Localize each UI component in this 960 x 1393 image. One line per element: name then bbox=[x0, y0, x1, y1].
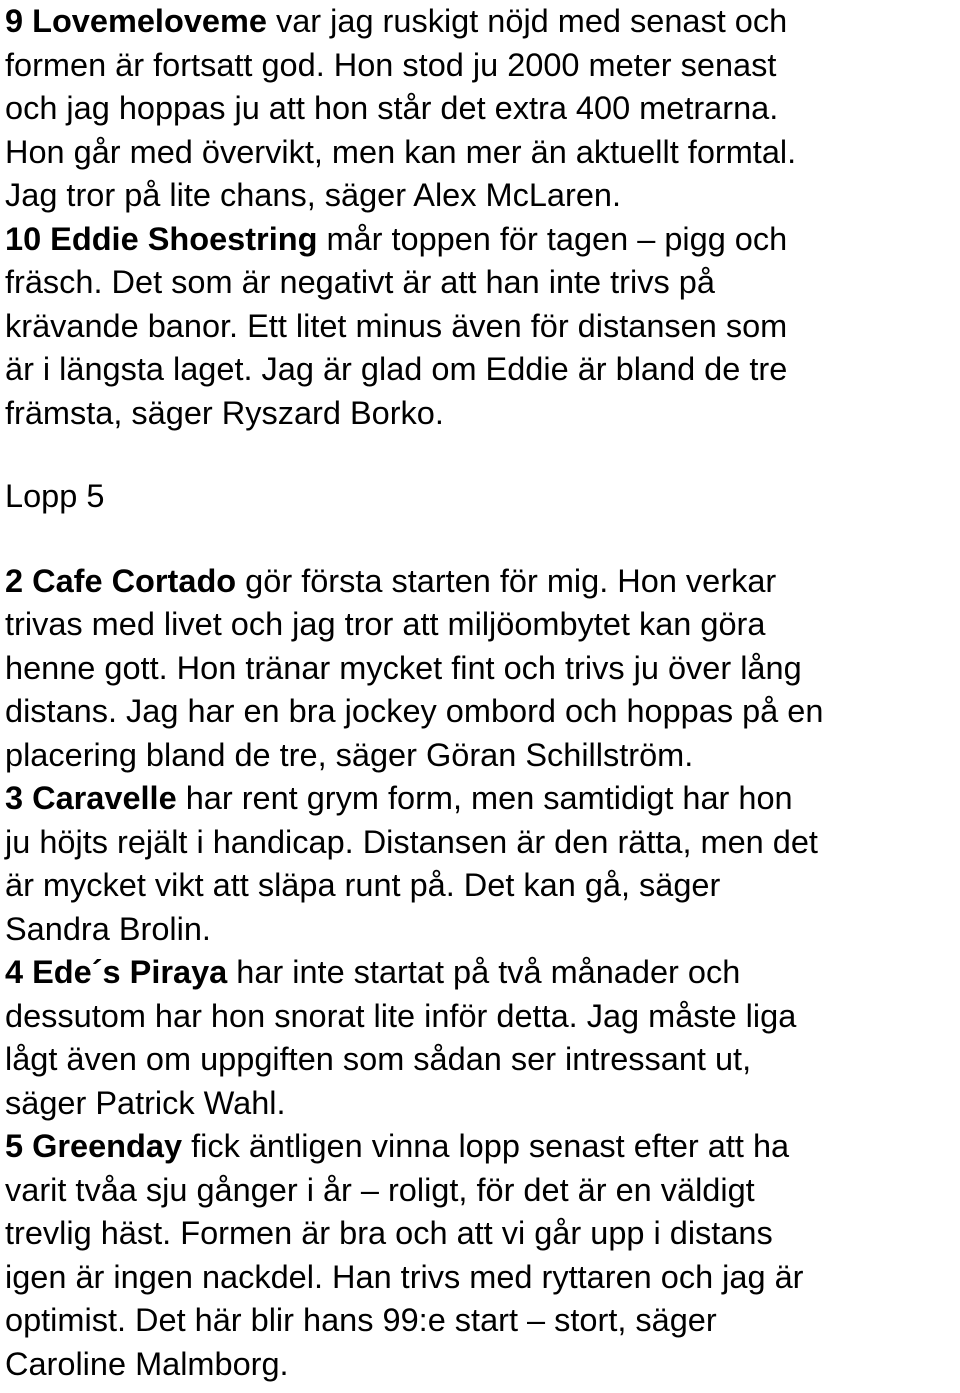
horse-name: 9 Lovemeloveme bbox=[5, 3, 267, 39]
text-line bbox=[5, 777, 960, 821]
text-line bbox=[5, 1256, 960, 1300]
text-line bbox=[5, 305, 960, 349]
text-line bbox=[5, 1038, 960, 1082]
text-line bbox=[5, 908, 960, 952]
line-text: dessutom har hon snorat lite inför detta. Jag måste liga bbox=[5, 997, 797, 1034]
line-text: fräsch. Det som är negativt är att han inte trivs på bbox=[5, 264, 715, 300]
horse-name: 2 Cafe Cortado bbox=[5, 562, 237, 599]
text-line bbox=[5, 1169, 960, 1213]
line-text: mår toppen för tagen – pigg och bbox=[317, 220, 788, 257]
line-text: ju höjts rejält i handicap. Distansen är den rätta, men det bbox=[5, 823, 818, 860]
line-text: gör första starten för mig. Hon verkar bbox=[236, 562, 777, 599]
line-text: optimist. Det här blir hans 99:e start – stort, säger bbox=[5, 1302, 717, 1338]
line-text: lågt även om uppgiften som sådan ser intressant ut, bbox=[5, 1041, 752, 1077]
text-line bbox=[5, 218, 960, 262]
horse-name: 4 Ede´s Piraya bbox=[5, 954, 228, 990]
horse-name: 3 Caravelle bbox=[5, 780, 177, 816]
line-text: främsta, säger Ryszard Borko. bbox=[5, 394, 444, 431]
line-text: har rent grym form, men samtidigt har hon bbox=[176, 780, 793, 816]
text-line bbox=[5, 1299, 960, 1343]
line-text: säger Patrick Wahl. bbox=[5, 1084, 286, 1121]
text-line bbox=[5, 392, 960, 436]
line-text: varit tvåa sju gånger i år – roligt, för det är en väldigt bbox=[5, 1171, 755, 1208]
line-text: är i längsta laget. Jag är glad om Eddie är bland de tre bbox=[5, 351, 788, 387]
text-line bbox=[5, 951, 960, 995]
text-line bbox=[5, 131, 960, 175]
line-text: henne gott. Hon tränar mycket fint och trivs ju över lång bbox=[5, 649, 802, 686]
line-text: trevlig häst. Formen är bra och att vi går upp i distans bbox=[5, 1215, 773, 1251]
section-heading: Lopp 5 bbox=[5, 478, 105, 514]
text-line bbox=[5, 995, 960, 1039]
text-line bbox=[5, 87, 960, 131]
horse-name: 5 Greenday bbox=[5, 1128, 183, 1164]
text-line bbox=[5, 864, 960, 908]
horse-name: 10 Eddie Shoestring bbox=[5, 220, 318, 257]
line-text: trivas med livet och jag tror att miljöombytet kan göra bbox=[5, 606, 766, 642]
line-text: har inte startat på två månader och bbox=[227, 954, 741, 990]
text-line bbox=[5, 174, 960, 218]
text-line bbox=[5, 1082, 960, 1126]
text-line bbox=[5, 560, 960, 604]
text-line bbox=[5, 734, 960, 778]
intro-text-block bbox=[5, 0, 960, 435]
line-text: placering bland de tre, säger Göran Schillström. bbox=[5, 736, 694, 773]
text-line bbox=[5, 0, 960, 44]
line-text: Jag tror på lite chans, säger Alex McLaren. bbox=[5, 177, 622, 213]
text-line bbox=[5, 1125, 960, 1169]
text-line bbox=[5, 261, 960, 305]
line-text: formen är fortsatt god. Hon stod ju 2000 meter senast bbox=[5, 46, 777, 83]
line-text: krävande banor. Ett litet minus även för distansen som bbox=[5, 307, 788, 344]
line-text: fick äntligen vinna lopp senast efter att ha bbox=[182, 1128, 790, 1164]
line-text: Caroline Malmborg. bbox=[5, 1345, 289, 1382]
text-line bbox=[5, 1212, 960, 1256]
text-line bbox=[5, 348, 960, 392]
line-text: igen är ingen nackdel. Han trivs med ryttaren och jag är bbox=[5, 1258, 804, 1295]
text-line bbox=[5, 603, 960, 647]
text-line bbox=[5, 44, 960, 88]
line-text: Hon går med övervikt, men kan mer än aktuellt formtal. bbox=[5, 133, 797, 170]
line-text: var jag ruskigt nöjd med senast och bbox=[266, 3, 788, 39]
text-line bbox=[5, 821, 960, 865]
line-text: distans. Jag har en bra jockey ombord och hoppas på en bbox=[5, 693, 824, 729]
line-text: Sandra Brolin. bbox=[5, 910, 211, 947]
text-line bbox=[5, 647, 960, 691]
body-text-block bbox=[5, 560, 960, 1387]
line-text: och jag hoppas ju att hon står det extra 400 metrarna. bbox=[5, 90, 779, 126]
line-text: är mycket vikt att släpa runt på. Det kan gå, säger bbox=[5, 867, 721, 903]
text-line bbox=[5, 1343, 960, 1387]
text-line bbox=[5, 690, 960, 734]
